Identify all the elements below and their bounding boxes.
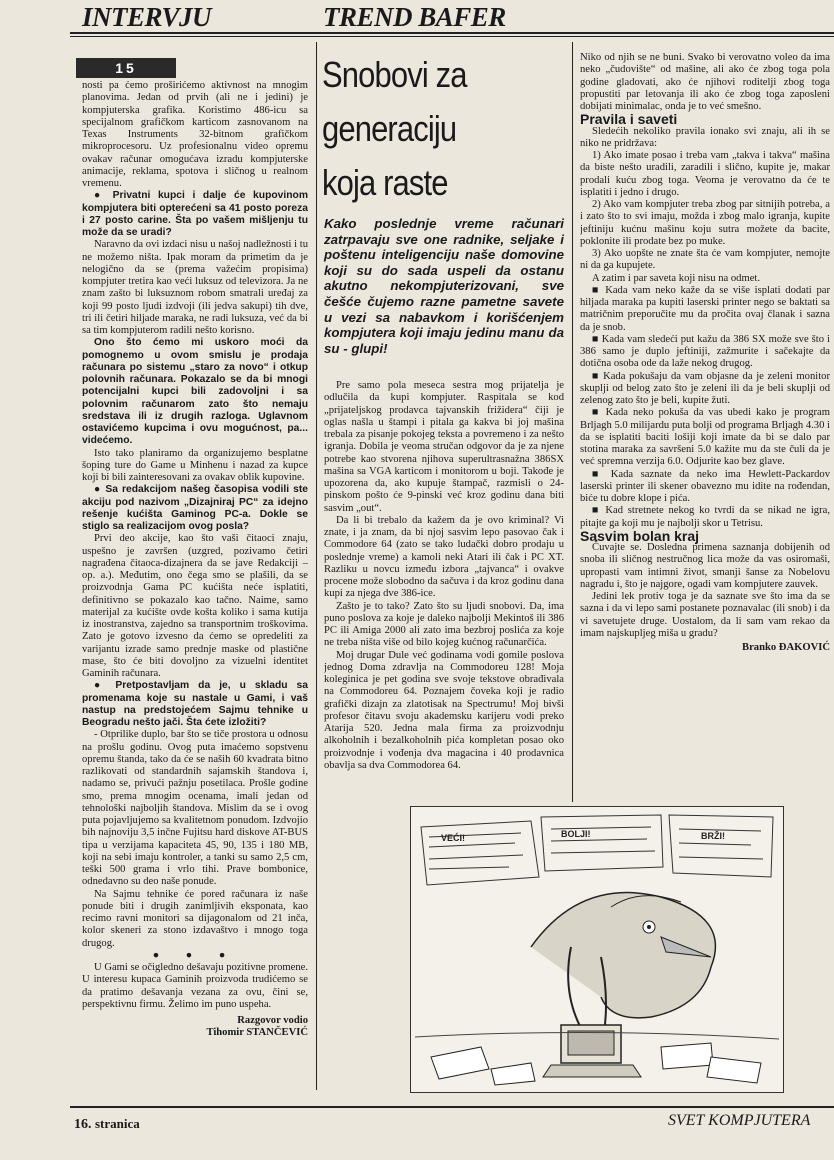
paragraph: Jedini lek protiv toga je da saznate sve što ima da se sazna i da vi lepo sami postanete poznavalac (ili snob) i da vi savetujete druge. Uostalom, da li sam vam rekao da imam najskupljeg miša u gradu? — [580, 591, 830, 639]
paragraph: Sledećih nekoliko pravila ionako svi znaju, ali ih se niko ne pridržava: — [580, 125, 830, 149]
page-number: 16. — [74, 1117, 92, 1132]
article-right-column — [580, 52, 830, 804]
paragraph: - Otprilike duplo, bar što se tiče prostora u odnosu na prošlu godinu. Ovog puta imaćemo sopstvenu opremu štanda, tako da će se naših 60 kvadrata bitno razlikovati od standardnih sajamskih štandova i, nadamo se, privući pažnju posetilaca. Prošle godine smo, prema mnogim ocenama, imali jedan od tehnološki najboljih štandova. Mislim da se i ovog puta pojavljujemo sa kvalitetnom ponudom. Izdvojio bih najnoviju 3,5 inčne Fujitsu hard diskove AT-BUS tipa u verzijama kapaciteta 45, 90, 135 i 180 MB, koji na sebi imaju kontroler, a tanki su samo 2,5 cm, teški 500 grama i vrlo tihi. Prave bombonice, odnedavno su deo naše ponude. — [82, 729, 308, 888]
paragraph: Na Sajmu tehnike će pored računara iz naše ponude biti i drugih zanimljivih eksponata, kao recimo ravni monitori sa dijagonalom od 21 inča, kolor skeneri za stono izdavaštvo i mnogo toga drugog. — [82, 888, 308, 949]
paragraph: Da li bi trebalo da kažem da je ovo kriminal? Vi znate, i ja znam, da bi njoj sasvim lepo pasovao čak i Commodore 64 (zato se tako ludački dobro prodaju u poslednje vreme) a kamoli neki Atari ili čak i PC XT. Razliku u novcu između izbora „tajvanca“ i ovakve procene može slobodno da sačuva i da kroz godinu dana kupi za njega dve 386-ice. — [324, 514, 564, 600]
column-divider-left — [316, 42, 317, 1090]
right-intro: Niko od njih se ne buni. Svako bi verovatno voleo da ima neko „čudovište“ od mašine, ali ako će zbog toga pola godine gladovati, ako će njihovi roditelji zbog toga propustiti par letovanja ili ako će zbog toga zaposleni dobijati minimalac, onda je to već smešno. — [580, 52, 830, 112]
tip-item: ■ Kad stretnete nekog ko tvrdi da se nikad ne igra, pitajte ga koji mu je najbolji skor u Tetrisu. — [580, 505, 830, 530]
footer-page-number — [74, 1116, 140, 1133]
footer-magazine-name: SVET KOMPJUTERA — [668, 1112, 811, 1129]
interviewer-name: Tihomir STANČEVIĆ — [206, 1027, 308, 1039]
paragraph: Naravno da ovi izdaci nisu u našoj nadležnosti i tu ne možemo ništa. Ipak moram da primetim da je nelogično da se (prema važećim propisima) kompjuter tretira kao veći luksuz od televizora. Ja ne znam zašto bi luksuznom robom smatrali uređaj za koji 99 posto ljudi izdvoji (ili jedva sakupi) tih dve, tri ili četiri hiljade maraka, ne radi luksuza, već da bi sa tim kompjuterom radili nešto korisno. — [82, 239, 308, 336]
tip-item: ■ Kada vam neko kaže da se više isplati dodati par hiljada maraka pa kupiti laserski printer nego se baktati sa matričnim preporučite mu da pročita ovaj članak i sazna da je snob. — [580, 285, 830, 334]
paragraph: Moj drugar Dule već godinama vodi gomile poslova jednog Doma zdravlja na Commodoreu 128! Moja koleginica je pet godina sve svoje tekstove obrađivala na Commodoreu 64. Poznajem čoveka koji je radio grafički dizajn za zlatotisak na Spectrumu! Moj bivši profesor čitavu svoju akademsku karijeru vodi preko Atarija 520. Jedna mala firma za proizvodnju alkoholnih i bezalkoholnih pića kompletan posao oko proizvodnje i vođenja dva magacina i 40 prodavnica obavlja sa dva Commodorea 64. — [324, 649, 564, 771]
paragraph: 3) Ako uopšte ne znate šta će vam kompjuter, nemojte ni da ga kupujete. — [580, 248, 830, 272]
interview-question: ● Sa redakcijom našeg časopisa vodili ste akciju pod nazivom „Dizajniraj PC“ za idejno rešenje kućišta Gaminog PC-a. Dokle se stiglo sa realizacijom ovog posla? — [82, 484, 308, 533]
paragraph: Isto tako planiramo da organizujemo besplatne šoping ture do Game u Minhenu i nazad za kupce koji bi bili zainteresovani za ovakav oblik kupovine. — [82, 447, 308, 483]
paragraph: 2) Ako vam kompjuter treba zbog par sitnijih potreba, a i zato što to svi imaju, možda i zbog malo igranja, kupite jeftiniju kućnu mašinu koju sutra možete da bacite, poklonite ili prodate bez po muke. — [580, 199, 830, 247]
article-lead: Kako poslednje vreme računari zatrpavaju sve one radnike, seljake i poštenu inteligenciju naše domovine koji su do sada uspeli da ostanu akutno nekompjuterizovani, sve češće čujemo razne pametne savete u vezi sa nabavkom i korišćenjem kompjutera koji imaju jedinu manu da su - glupi! — [324, 216, 564, 356]
scribble-2: BOLJI! — [561, 829, 591, 839]
header-rule — [70, 32, 834, 34]
interview-column — [82, 80, 308, 1090]
scribble-1: VEĆI! — [441, 833, 466, 843]
page-badge: 15 — [76, 58, 176, 78]
article-title-line1: Snobovi za — [322, 54, 467, 95]
section-label-interview: INTERVJU — [82, 2, 212, 32]
paragraph: Čuvajte se. Dosledna primena saznanja dobijenih od snoba ili sličnog nestručnog lica može da vas osiromaši, upropasti vam intimni život, smanji šanse za Nobelovu nagradu i, što je najgore, ogadi vam kompjutere zauvek. — [580, 542, 830, 590]
header-rule-thin — [70, 36, 834, 37]
article-title-line3: koja raste — [322, 162, 448, 203]
subhead-rules: Pravila i saveti — [580, 111, 678, 128]
footer-rule — [70, 1106, 834, 1108]
interview-question: Ono što ćemo mi uskoro moći da pomognemo u ovom smislu je prodaja računara po sistemu „staro za novo“ i otkup polovnih računara. Pokazalo se da bi mnogi potencijalni kupci bili zadovoljni i sa polovnim računarom zato što nemaju sredstava ili iz drugih razloga. Uglavnom ostavićemo kupcima i ovu mogućnost, pa... videćemo. — [82, 337, 308, 447]
cartoon-illustration — [410, 806, 784, 1093]
tip-item: ■ Kada vam sledeći put kažu da 386 SX može sve što i 386 samo je duplo jeftiniji, zažmurite i sačekajte da dotična osoba ode da laže nekog drugog. — [580, 334, 830, 371]
page-label: stranica — [95, 1116, 140, 1131]
article-title-line2: generaciju — [322, 108, 457, 149]
author-name: Branko ĐAKOVIĆ — [742, 642, 830, 653]
paragraph: U Gami se očigledno dešavaju pozitivne promene. U interesu kupaca Gaminih proizvoda trudićemo se da pratimo dešavanja vezana za ovu, čini se, perspektivnu firmu. Želimo im puno uspeha. — [82, 962, 308, 1010]
scribble-3: BRŽI! — [701, 831, 725, 841]
paragraph: Zašto je to tako? Zato što su ljudi snobovi. Da, ima puno poslova za koje je daleko najbolji Mekintoš ili 386 PC ili Amiga 2000 ali zato ima bezbroj poslića za koje ne treba ništa više od bilo kojeg kućnog računarčića. — [324, 600, 564, 649]
paragraph: 1) Ako imate posao i treba vam „takva i takva“ mašina da biste nešto uradili, zaradili i slično, kupite je, makar prodali kuću zbog toga. Veoma je verovatno da će te isplatiti i jedno i drugo. — [580, 150, 830, 198]
article-middle-column — [324, 380, 564, 810]
cartoon-drawing — [411, 807, 783, 1092]
paragraph: Pre samo pola meseca sestra mog prijatelja je odlučila da kupi kompjuter. Raspitala se kod „prijateljskog prodavca tajvanskih frižidera“ čiji je oglas našla u štampi i pitala ga kakva bi joj mašina trebala za pisanje pokojeg teksta a povremeno i za nešto igranja. Dobila je veoma stručan odgovor da je za njene potrebe kao stvorena njihova superultrasnažna 386SX mašina sa VGA karticom i monitorom u boji. Takođe je upozorena da, ako kupuje štampač, razmisli o 24-pinskom pošto će 9-pinski već kroz godinu dana biti sasvim „out“. — [324, 380, 564, 514]
tip-item: ■ Kada pokušaju da vam objasne da je zeleni monitor skuplji od belog zato što je zeleni ili da je beli skuplji od zelenog zato što je beli, kupite žuti. — [580, 371, 830, 408]
paragraph: A zatim i par saveta koji nisu na odmet. — [592, 272, 760, 284]
paragraph: Prvi deo akcije, kao što vaši čitaoci znaju, uspešno je završen (uzgred, pozivamo četiri nagrađena čitaoca-dizajnera da se jave Redakciji – op. a.). Međutim, ono čega smo se plašili, da se proizvodnja Gama PC kućišta neće isplatiti, definitivno se pokazalo kao tačno. Naime, samo materijal za kućište ovde košta koliko i sama kutija iz inostranstva, zajedno sa transportnim troškovima. Zato je gotovo izvesno da ćemo se opredeliti za varijantu izrade samo prednje maske od plastične mase, što će biti dovoljno za vizuelni identitet Gaminih računara. — [82, 533, 308, 679]
paragraph: nosti pa ćemo proširićemo aktivnost na mnogim planovima. Jedan od prvih (ali ne i jedini) je kompjuterska grafika. Koristimo 486-icu sa specijalnom grafičkom karticom zasnovanom na Texas Instruments 32-bitnom grafičkom mikroprocesoru. Uz profesionalnu video opremu ovakav računar omogućava izradu kompjuterske animacije, reklama, spotova i sličnog u realnom vremenu. — [82, 80, 308, 189]
section-dots: ● ● ● — [152, 949, 238, 961]
subhead-ending: Sasvim bolan kraj — [580, 527, 700, 544]
interview-question: ● Privatni kupci i dalje će kupovinom kompjutera biti opterećeni sa 41 posto poreza i 27 posto carine. Šta po vašem mišljenju tu može da se uradi? — [82, 190, 308, 239]
tip-item: ■ Kada saznate da neko ima Hewlett-Packardov laserski printer ili skener obavezno mu idite na rođendan, biće tu dobre klope i pića. — [580, 469, 830, 506]
column-divider-right — [572, 42, 573, 802]
tip-item: ■ Kada neko pokuša da vas ubedi kako je program Brljagh 5.0 milijardu puta bolji od programa Brljagh 4.30 i da se isplatiti baciti lošiji koji imate da bi se dalo par stotina maraka za savršeni 5.0 kažite mu da ste čuli da je već spremna verzija 6.0. Odjurite kao bez glave. — [580, 407, 830, 468]
section-label-trend: TREND BAFER — [323, 2, 506, 32]
signature-line1: Razgovor vodio — [237, 1015, 308, 1026]
interview-question: ● Pretpostavljam da je, u skladu sa promenama koje su nastale u Gami, i vaš nastup na predstojećem Sajmu tehnike u Beogradu nešto jači. Šta ćete izložiti? — [82, 680, 308, 729]
